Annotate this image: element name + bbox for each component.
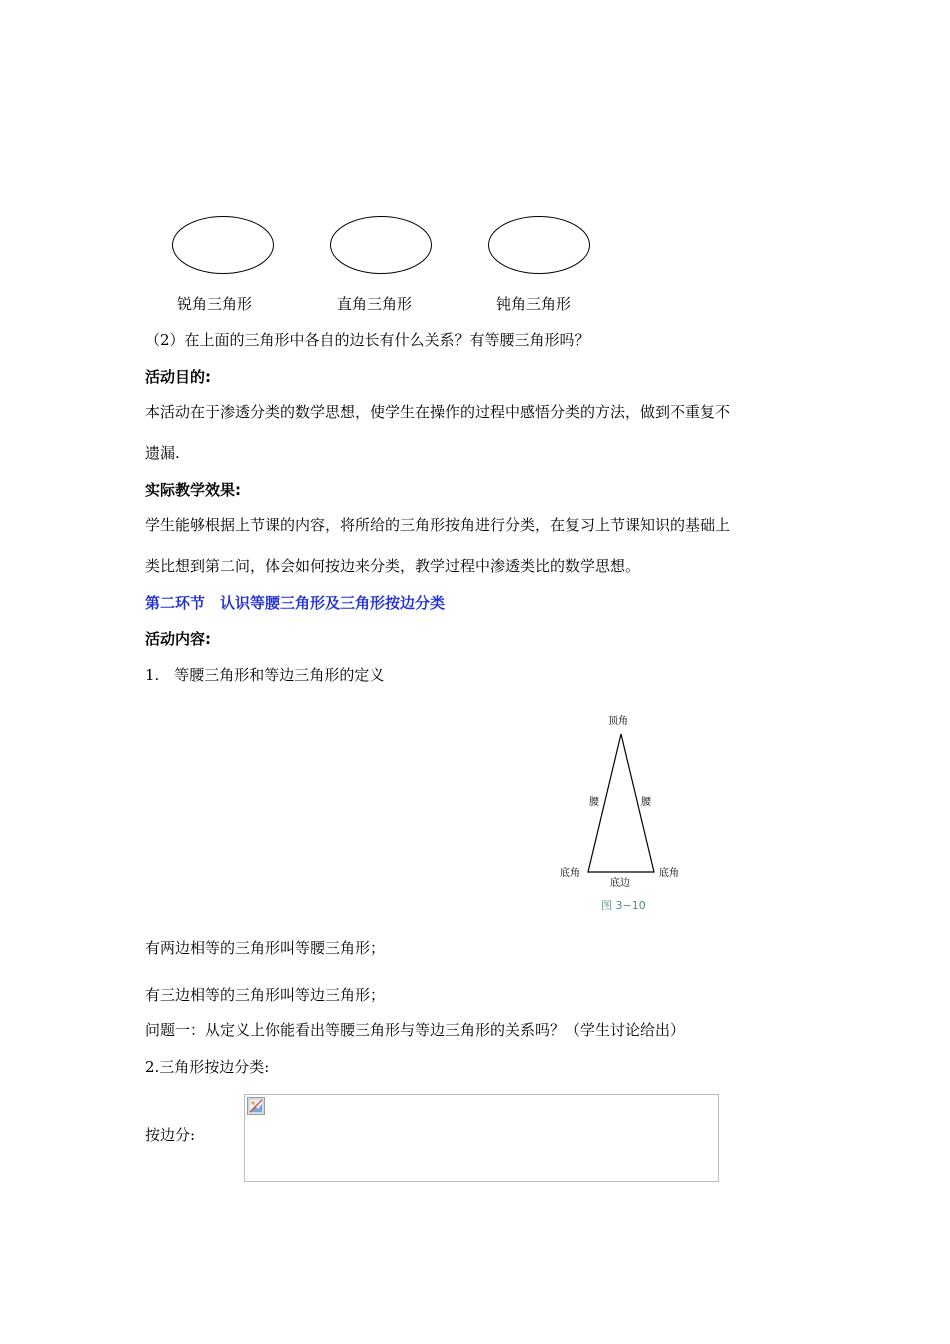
- activity-purpose-line1: 本活动在于渗透分类的数学思想，使学生在操作的过程中感悟分类的方法，做到不重复不: [145, 403, 731, 421]
- broken-image-icon: [247, 1097, 265, 1115]
- equilateral-definition: 有三边相等的三角形叫等边三角形；: [145, 986, 386, 1004]
- obtuse-triangle-label: 钝角三角形: [496, 295, 572, 313]
- acute-triangle-ellipse: [172, 216, 274, 274]
- left-leg-label: 腰: [589, 797, 599, 808]
- actual-effect-line2: 类比想到第二问，体会如何按边来分类，教学过程中渗透类比的数学思想。: [145, 557, 641, 575]
- right-leg-label: 腰: [641, 797, 651, 808]
- isosceles-definition: 有两边相等的三角形叫等腰三角形；: [145, 939, 386, 957]
- definition-item-1: 1. 等腰三角形和等边三角形的定义: [145, 666, 385, 684]
- activity-content-heading: 活动内容:: [145, 630, 211, 648]
- apex-angle-label: 顶角: [608, 716, 628, 727]
- right-triangle-ellipse: [330, 216, 432, 274]
- obtuse-triangle-ellipse: [488, 216, 590, 274]
- actual-effect-heading: 实际教学效果:: [145, 481, 241, 499]
- acute-triangle-label: 锐角三角形: [177, 295, 253, 313]
- right-triangle-label: 直角三角形: [337, 295, 413, 313]
- activity-purpose-heading: 活动目的:: [145, 368, 211, 386]
- figure-caption: 图 3−10: [601, 899, 646, 912]
- base-label: 底边: [610, 878, 630, 889]
- question-2: （2）在上面的三角形中各自的边长有什么关系？有等腰三角形吗？: [145, 331, 590, 349]
- right-base-angle-label: 底角: [659, 868, 679, 879]
- activity-purpose-line2: 遗漏.: [145, 444, 180, 462]
- actual-effect-line1: 学生能够根据上节课的内容，将所给的三角形按角进行分类，在复习上节课知识的基础上: [145, 516, 731, 534]
- left-base-angle-label: 底角: [560, 868, 580, 879]
- classification-heading: 2.三角形按边分类:: [145, 1058, 270, 1076]
- question-1: 问题一：从定义上你能看出等腰三角形与等边三角形的关系吗？（学生讨论给出）: [145, 1021, 686, 1039]
- section2-title: 第二环节 认识等腰三角形及三角形按边分类: [145, 594, 446, 612]
- classification-label: 按边分:: [145, 1126, 196, 1144]
- isosceles-triangle-figure: [555, 710, 690, 915]
- classification-diagram-box: [244, 1094, 719, 1182]
